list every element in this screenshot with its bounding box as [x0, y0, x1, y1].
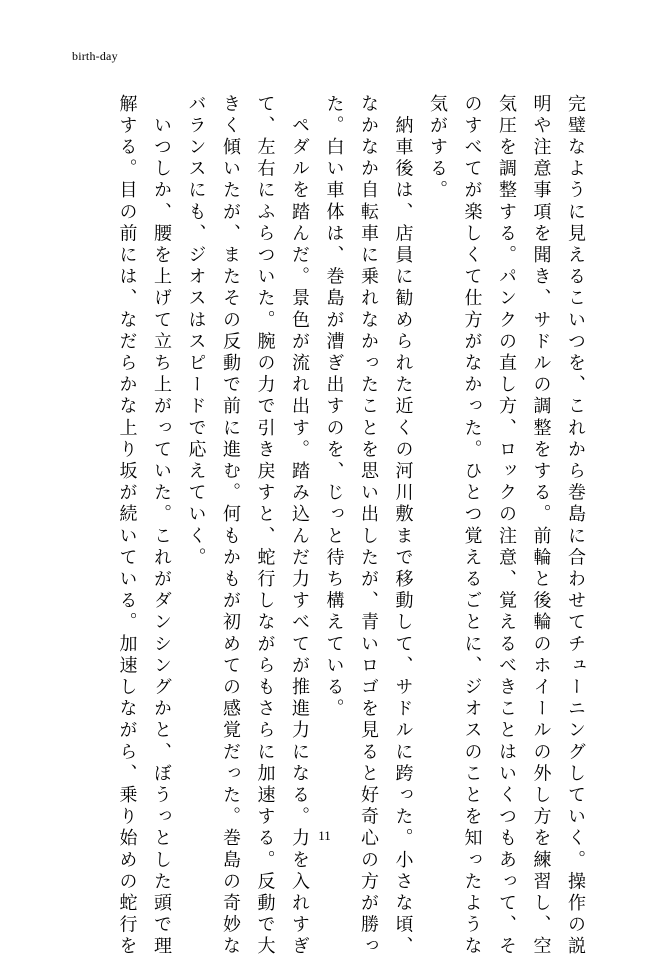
text-line: 納車後は、店員に勧められた近くの河川敷まで移動して、サドルに跨った。小さな頃、 — [392, 94, 414, 958]
text-line: 気圧を調整する。パンクの直し方、ロックの注意、覚えるべきことはいくつもあって、そ — [496, 94, 517, 958]
running-header: birth-day — [72, 49, 118, 63]
text-line: た。白い車体は、巻島が漕ぎ出すのを、じっと待ち構えている。 — [323, 94, 345, 721]
text-line: きく傾いたが、またその反動で前に進む。何もかもが初めての感覚だった。巻島の奇妙な — [220, 94, 241, 958]
text-line: 気がする。 — [427, 94, 448, 202]
text-line: バランスにも、ジオスはスピードで応えていく。 — [185, 94, 207, 570]
text-line: いつしか、腰を上げて立ち上がっていた。これがダンシングかと、ぼうっとした頭で理 — [151, 94, 172, 958]
page-number: 11 — [318, 828, 331, 843]
text-line: て、左右にふらついた。腕の力で引き戻すと、蛇行しながらもさらに加速する。反動で大 — [254, 94, 276, 958]
text-line: 明や注意事項を聞き、サドルの調整をする。前輪と後輪のホイールの外し方を練習し、空 — [530, 94, 552, 958]
text-line: なかなか自転車に乗れなかったことを思い出したが、青いロゴを見ると好奇心の方が勝っ — [358, 94, 379, 958]
text-line: 解する。目の前には、なだらかな上り坂が続いている。加速しながら、乗り始めの蛇行を — [116, 94, 138, 958]
text-line: 完璧なように見えるこいつを、これから巻島に合わせてチューニングしていく。操作の説 — [565, 94, 586, 958]
text-line: のすべてが楽しくて仕方がなかった。ひとつ覚えるごとに、ジオスのことを知ったような — [461, 94, 483, 958]
text-line: ペダルを踏んだ。景色が流れ出す。踏み込んだ力すべてが推進力になる。力を入れすぎ — [289, 94, 310, 958]
